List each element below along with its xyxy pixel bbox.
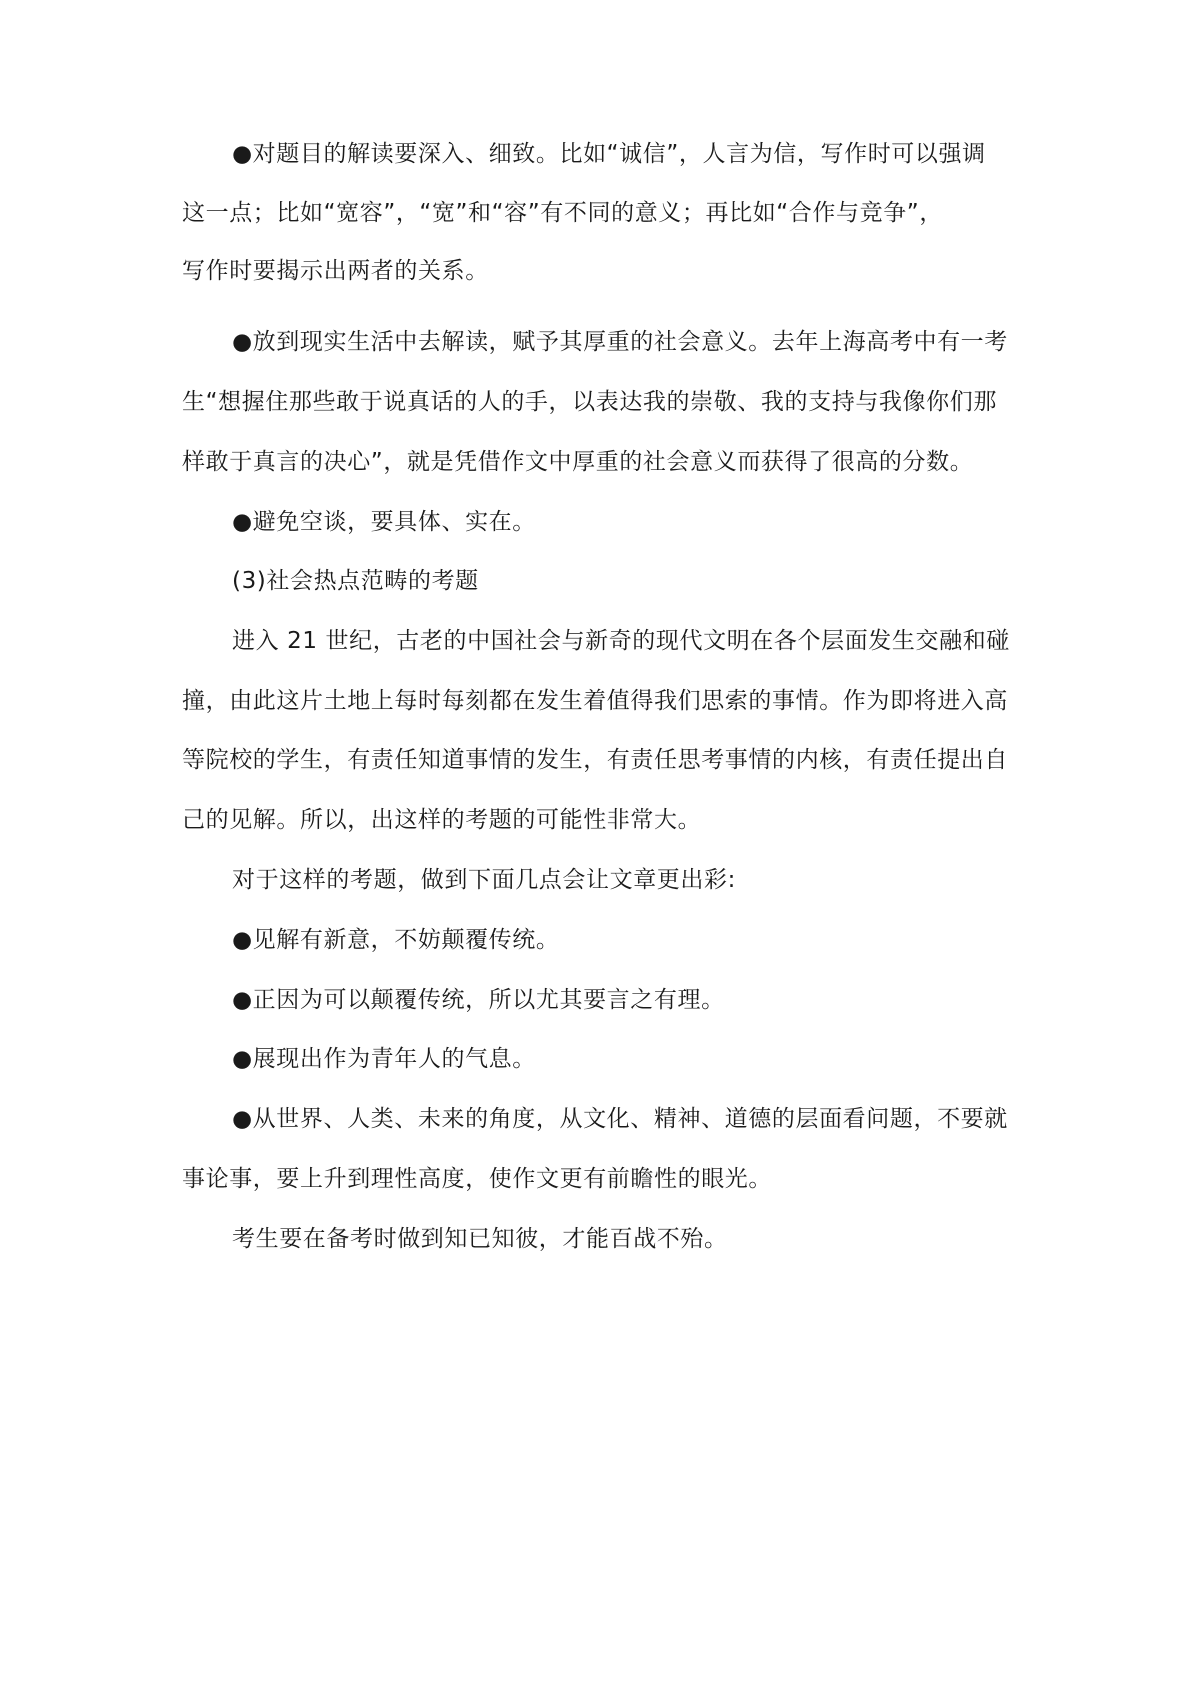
text-line: ●正因为可以颠覆传统，所以尤其要言之有理。 — [232, 987, 725, 1013]
text-line: ●展现出作为青年人的气息。 — [232, 1046, 536, 1072]
text-line: ●从世界、人类、未来的角度，从文化、精神、道德的层面看问题，不要就 — [232, 1106, 1008, 1132]
text-line: ●见解有新意，不妨颠覆传统。 — [232, 927, 560, 953]
text-line: 这一点；比如“宽容”，“宽”和“容”有不同的意义；再比如“合作与竞争”， — [182, 200, 943, 226]
text-line: 写作时要揭示出两者的关系。 — [182, 258, 489, 284]
text-line: 撞，由此这片土地上每时每刻都在发生着值得我们思索的事情。作为即将进入高 — [182, 688, 1008, 714]
text-line: 等院校的学生，有责任知道事情的发生，有责任思考事情的内核，有责任提出自 — [182, 747, 1008, 773]
text-line: 己的见解。所以，出这样的考题的可能性非常大。 — [182, 807, 702, 833]
text-line: 事论事，要上升到理性高度，使作文更有前瞻性的眼光。 — [182, 1166, 772, 1192]
section-heading: (3)社会热点范畴的考题 — [232, 568, 479, 594]
text-line: 考生要在备考时做到知已知彼，才能百战不殆。 — [232, 1226, 728, 1252]
text-line: 生“想握住那些敢于说真话的人的手，以表达我的崇敬、我的支持与我像你们那 — [182, 389, 997, 415]
text-line: ●放到现实生活中去解读，赋予其厚重的社会意义。去年上海高考中有一考 — [232, 329, 1008, 355]
text-line: 样敢于真言的决心”，就是凭借作文中厚重的社会意义而获得了很高的分数。 — [182, 449, 974, 475]
text-line: ●避免空谈，要具体、实在。 — [232, 509, 536, 535]
text-line: ●对题目的解读要深入、细致。比如“诚信”，人言为信，写作时可以强调 — [232, 141, 986, 167]
text-line: 进入 21 世纪，古老的中国社会与新奇的现代文明在各个层面发生交融和碰 — [232, 628, 1010, 654]
text-line: 对于这样的考题，做到下面几点会让文章更出彩: — [232, 867, 736, 893]
